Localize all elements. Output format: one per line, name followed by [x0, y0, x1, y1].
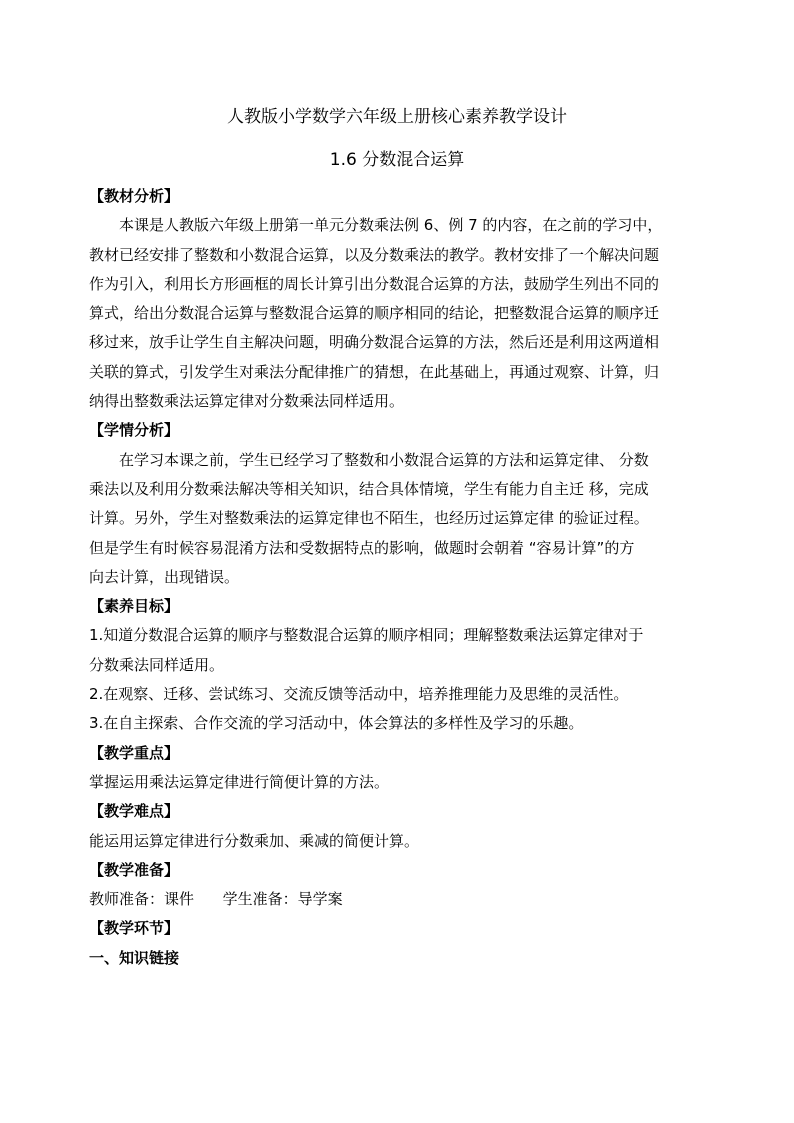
- paragraph-line: 掌握运用乘法运算定律进行简便计算的方法。: [89, 772, 390, 791]
- paragraph-line: 但是学生有时候容易混淆方法和受数据特点的影响，做题时会朝着 “容易计算”的方: [89, 538, 635, 557]
- paragraph-line: 算式，给出分数混合运算与整数混合运算的顺序相同的结论，把整数混合运算的顺序迁: [89, 304, 660, 323]
- paragraph-line: 向去计算，出现错误。: [89, 567, 240, 586]
- paragraph-line: 计算。另外，学生对整数乘法的运算定律也不陌生，也经历过运算定律 的验证过程。: [89, 509, 649, 528]
- paragraph-line: 能运用运算定律进行分数乘加、乘减的简便计算。: [89, 831, 420, 850]
- paragraph-line: 纳得出整数乘法运算定律对分数乘法同样适用。: [89, 392, 405, 411]
- lesson-title: 1.6 分数混合运算: [329, 150, 465, 170]
- paragraph-line: 乘法以及利用分数乘法解决等相关知识，结合具体情境，学生有能力自主迁 移，完成: [89, 479, 649, 498]
- subsection-heading-knowledge-link: 一、知识链接: [89, 948, 180, 967]
- goal-item: 分数乘法同样适用。: [89, 655, 225, 674]
- paragraph-line: 移过来，放手让学生自主解决问题，明确分数混合运算的方法，然后还是利用这两道相: [89, 333, 660, 352]
- paragraph-line: 关联的算式，引发学生对乘法分配律推广的猜想，在此基础上，再通过观察、计算，归: [89, 362, 660, 381]
- section-heading-key-points: 【教学重点】: [89, 743, 180, 762]
- paragraph-line: 本课是人教版六年级上册第一单元分数乘法例 6、例 7 的内容，在之前的学习中，: [119, 216, 663, 235]
- section-heading-preparation: 【教学准备】: [89, 860, 180, 879]
- paragraph-line: 在学习本课之前，学生已经学习了整数和小数混合运算的方法和运算定律、 分数: [119, 450, 649, 469]
- document-title: 人教版小学数学六年级上册核心素养教学设计: [227, 107, 567, 127]
- goal-item: 2.在观察、迁移、尝试练习、交流反馈等活动中，培养推理能力及思维的灵活性。: [89, 685, 629, 704]
- section-heading-difficulties: 【教学难点】: [89, 802, 180, 821]
- paragraph-line: 教师准备：课件 学生准备：导学案: [89, 890, 343, 909]
- section-heading-literacy-goals: 【素养目标】: [89, 597, 180, 616]
- document-body: [89, 182, 707, 973]
- paragraph-line: 教材已经安排了整数和小数混合运算，以及分数乘法的教学。教材安排了一个解决问题: [89, 245, 660, 264]
- section-heading-textbook-analysis: 【教材分析】: [89, 187, 180, 205]
- goal-item: 1.知道分数混合运算的顺序与整数混合运算的顺序相同；理解整数乘法运算定律对于: [89, 626, 644, 645]
- paragraph-line: 作为引入，利用长方形画框的周长计算引出分数混合运算的方法，鼓励学生列出不同的: [89, 274, 660, 293]
- goal-item: 3.在自主探索、合作交流的学习活动中，体会算法的多样性及学习的乐趣。: [89, 714, 584, 733]
- section-heading-teaching-steps: 【教学环节】: [89, 919, 180, 938]
- section-heading-student-analysis: 【学情分析】: [89, 421, 180, 440]
